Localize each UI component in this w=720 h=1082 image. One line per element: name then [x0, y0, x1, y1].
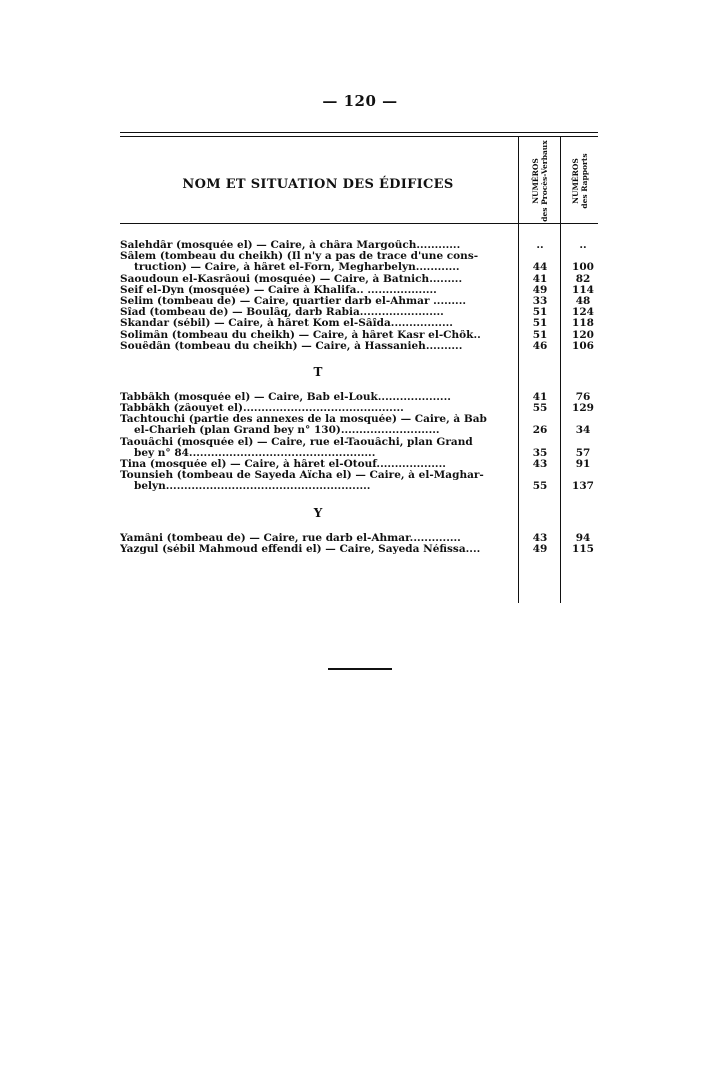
- rapport-number: 100: [572, 261, 594, 274]
- table-row: [120, 330, 598, 341]
- rapport-number: 94: [575, 531, 591, 544]
- rapport-number: 57: [575, 446, 591, 459]
- entry-text: Yazgul (sébil Mahmoud effendi el) — Caire, Sayeda Néfissa....: [120, 543, 481, 555]
- rapport-number: 129: [572, 402, 594, 415]
- proces-verbal-number: 49: [532, 283, 548, 296]
- table-row: [120, 437, 598, 448]
- proces-verbal-number: 26: [532, 424, 548, 437]
- entry-text: Solimân (tombeau du cheikh) — Caire, à hâret Kasr el-Chôk..: [120, 329, 481, 341]
- column-heading-rapports-text: NUMÉROS des Rapports: [571, 153, 589, 209]
- proces-verbal-number: 41: [532, 390, 548, 403]
- entry-text: el-Charieh (plan Grand bey n° 130)...........................: [134, 425, 440, 437]
- table-row: [120, 307, 598, 318]
- entry-text: Taouâchi (mosquée el) — Caire, rue el-Taouâchi, plan Grand: [120, 436, 473, 448]
- rapport-number: 115: [572, 542, 594, 555]
- closing-rule: [328, 668, 392, 670]
- table-row: [120, 296, 598, 307]
- rapport-number: 124: [572, 306, 594, 319]
- section-letter: Y: [313, 505, 323, 520]
- entry-text: Seif el-Dyn (mosquée) — Caire à Khalifa.. ...................: [120, 284, 437, 296]
- table-row: [120, 403, 598, 414]
- proces-verbal-number: 35: [532, 446, 548, 459]
- proces-verbal-number: 51: [532, 306, 548, 319]
- table-row: [120, 459, 598, 470]
- rapport-number: 106: [572, 339, 594, 352]
- proces-verbal-number: ..: [536, 239, 544, 251]
- table-row: [120, 544, 598, 555]
- table-row: [120, 318, 598, 329]
- entry-text: Tachtouchi (partie des annexes de la mosquée) — Caire, à Bab: [120, 414, 487, 426]
- rapport-number: 137: [572, 480, 594, 493]
- rapport-number: 34: [575, 424, 591, 437]
- table-row: [120, 251, 598, 262]
- rapport-number: 118: [572, 317, 594, 330]
- column-heading-proces-verbaux-text: NUMÉROS des Procès-Verbaux: [531, 140, 549, 222]
- entry-text: Tabbâkh (mosquée el) — Caire, Bab el-Louk....................: [120, 391, 451, 403]
- proces-verbal-number: 51: [532, 328, 548, 341]
- proces-verbal-number: 51: [532, 317, 548, 330]
- table-header: [120, 137, 598, 224]
- proces-verbal-number: 44: [532, 261, 548, 274]
- table-title: NOM ET SITUATION DES ÉDIFICES: [182, 177, 454, 192]
- entry-text: Sâlem (tombeau du cheikh) (Il n'y a pas de trace d'une cons-: [120, 251, 479, 263]
- entry-text: Tounsieh (tombeau de Sayeda Aïcha el) — Caire, à el-Maghar-: [120, 470, 484, 482]
- proces-verbal-number: 43: [532, 531, 548, 544]
- column-heading-proces-verbaux: [522, 141, 558, 221]
- entry-text: Tabbâkh (zâouyet el)............................................: [120, 403, 404, 415]
- table-row: [120, 240, 598, 251]
- table-row: [120, 425, 598, 436]
- rapport-number: 48: [575, 294, 591, 307]
- entry-text: belyn........................................................: [134, 481, 371, 493]
- proces-verbal-number: 49: [532, 542, 548, 555]
- table-row: [120, 285, 598, 296]
- table-body: [120, 224, 598, 555]
- table-row: [120, 414, 598, 425]
- entry-text: Souêdân (tombeau du cheikh) — Caire, à Hassanieh..........: [120, 340, 463, 352]
- proces-verbal-number: 33: [532, 294, 548, 307]
- entry-text: Sîad (tombeau de) — Boulâq, darb Rabia.......................: [120, 307, 444, 319]
- proces-verbal-number: 41: [532, 272, 548, 285]
- proces-verbal-number: 43: [532, 458, 548, 470]
- entry-text: Tina (mosquée el) — Caire, à hâret el-Otouf...................: [120, 459, 446, 470]
- proces-verbal-number: 55: [532, 480, 548, 493]
- entry-text: Salehdâr (mosquée el) — Caire, à châra Margoûch............: [120, 240, 461, 251]
- entry-text: Selim (tombeau de) — Caire, quartier darb el-Ahmar .........: [120, 295, 467, 307]
- index-table: [120, 132, 598, 555]
- table-row: [120, 262, 598, 273]
- table-row: [120, 341, 598, 352]
- section-letter: T: [313, 364, 323, 379]
- rapport-number: ..: [579, 239, 587, 251]
- rapport-number: 114: [572, 283, 594, 296]
- rapport-number: 76: [575, 390, 591, 403]
- table-row: [120, 533, 598, 544]
- rapport-number: 91: [575, 458, 591, 470]
- proces-verbal-number: 46: [532, 339, 548, 352]
- entry-text: Skandar (sébil) — Caire, à hâret Kom el-Sâîda.................: [120, 318, 453, 330]
- table-row: [120, 470, 598, 481]
- table-row: [120, 481, 598, 492]
- entry-text: Yamâni (tombeau de) — Caire, rue darb el-Ahmar..............: [120, 532, 461, 544]
- entry-text: truction) — Caire, à hâret el-Forn, Megharbelyn............: [134, 262, 460, 274]
- column-heading-rapports: [562, 141, 598, 221]
- rapport-number: 120: [572, 328, 594, 341]
- entry-text: bey n° 84...................................................: [134, 447, 376, 459]
- rapport-number: 82: [575, 272, 591, 285]
- page-number: — 120 —: [322, 92, 398, 110]
- table-row: [120, 448, 598, 459]
- table-row: [120, 274, 598, 285]
- table-row: [120, 392, 598, 403]
- entry-text: Saoudoun el-Kasrâoui (mosquée) — Caire, à Batnich.........: [120, 273, 463, 285]
- proces-verbal-number: 55: [532, 402, 548, 415]
